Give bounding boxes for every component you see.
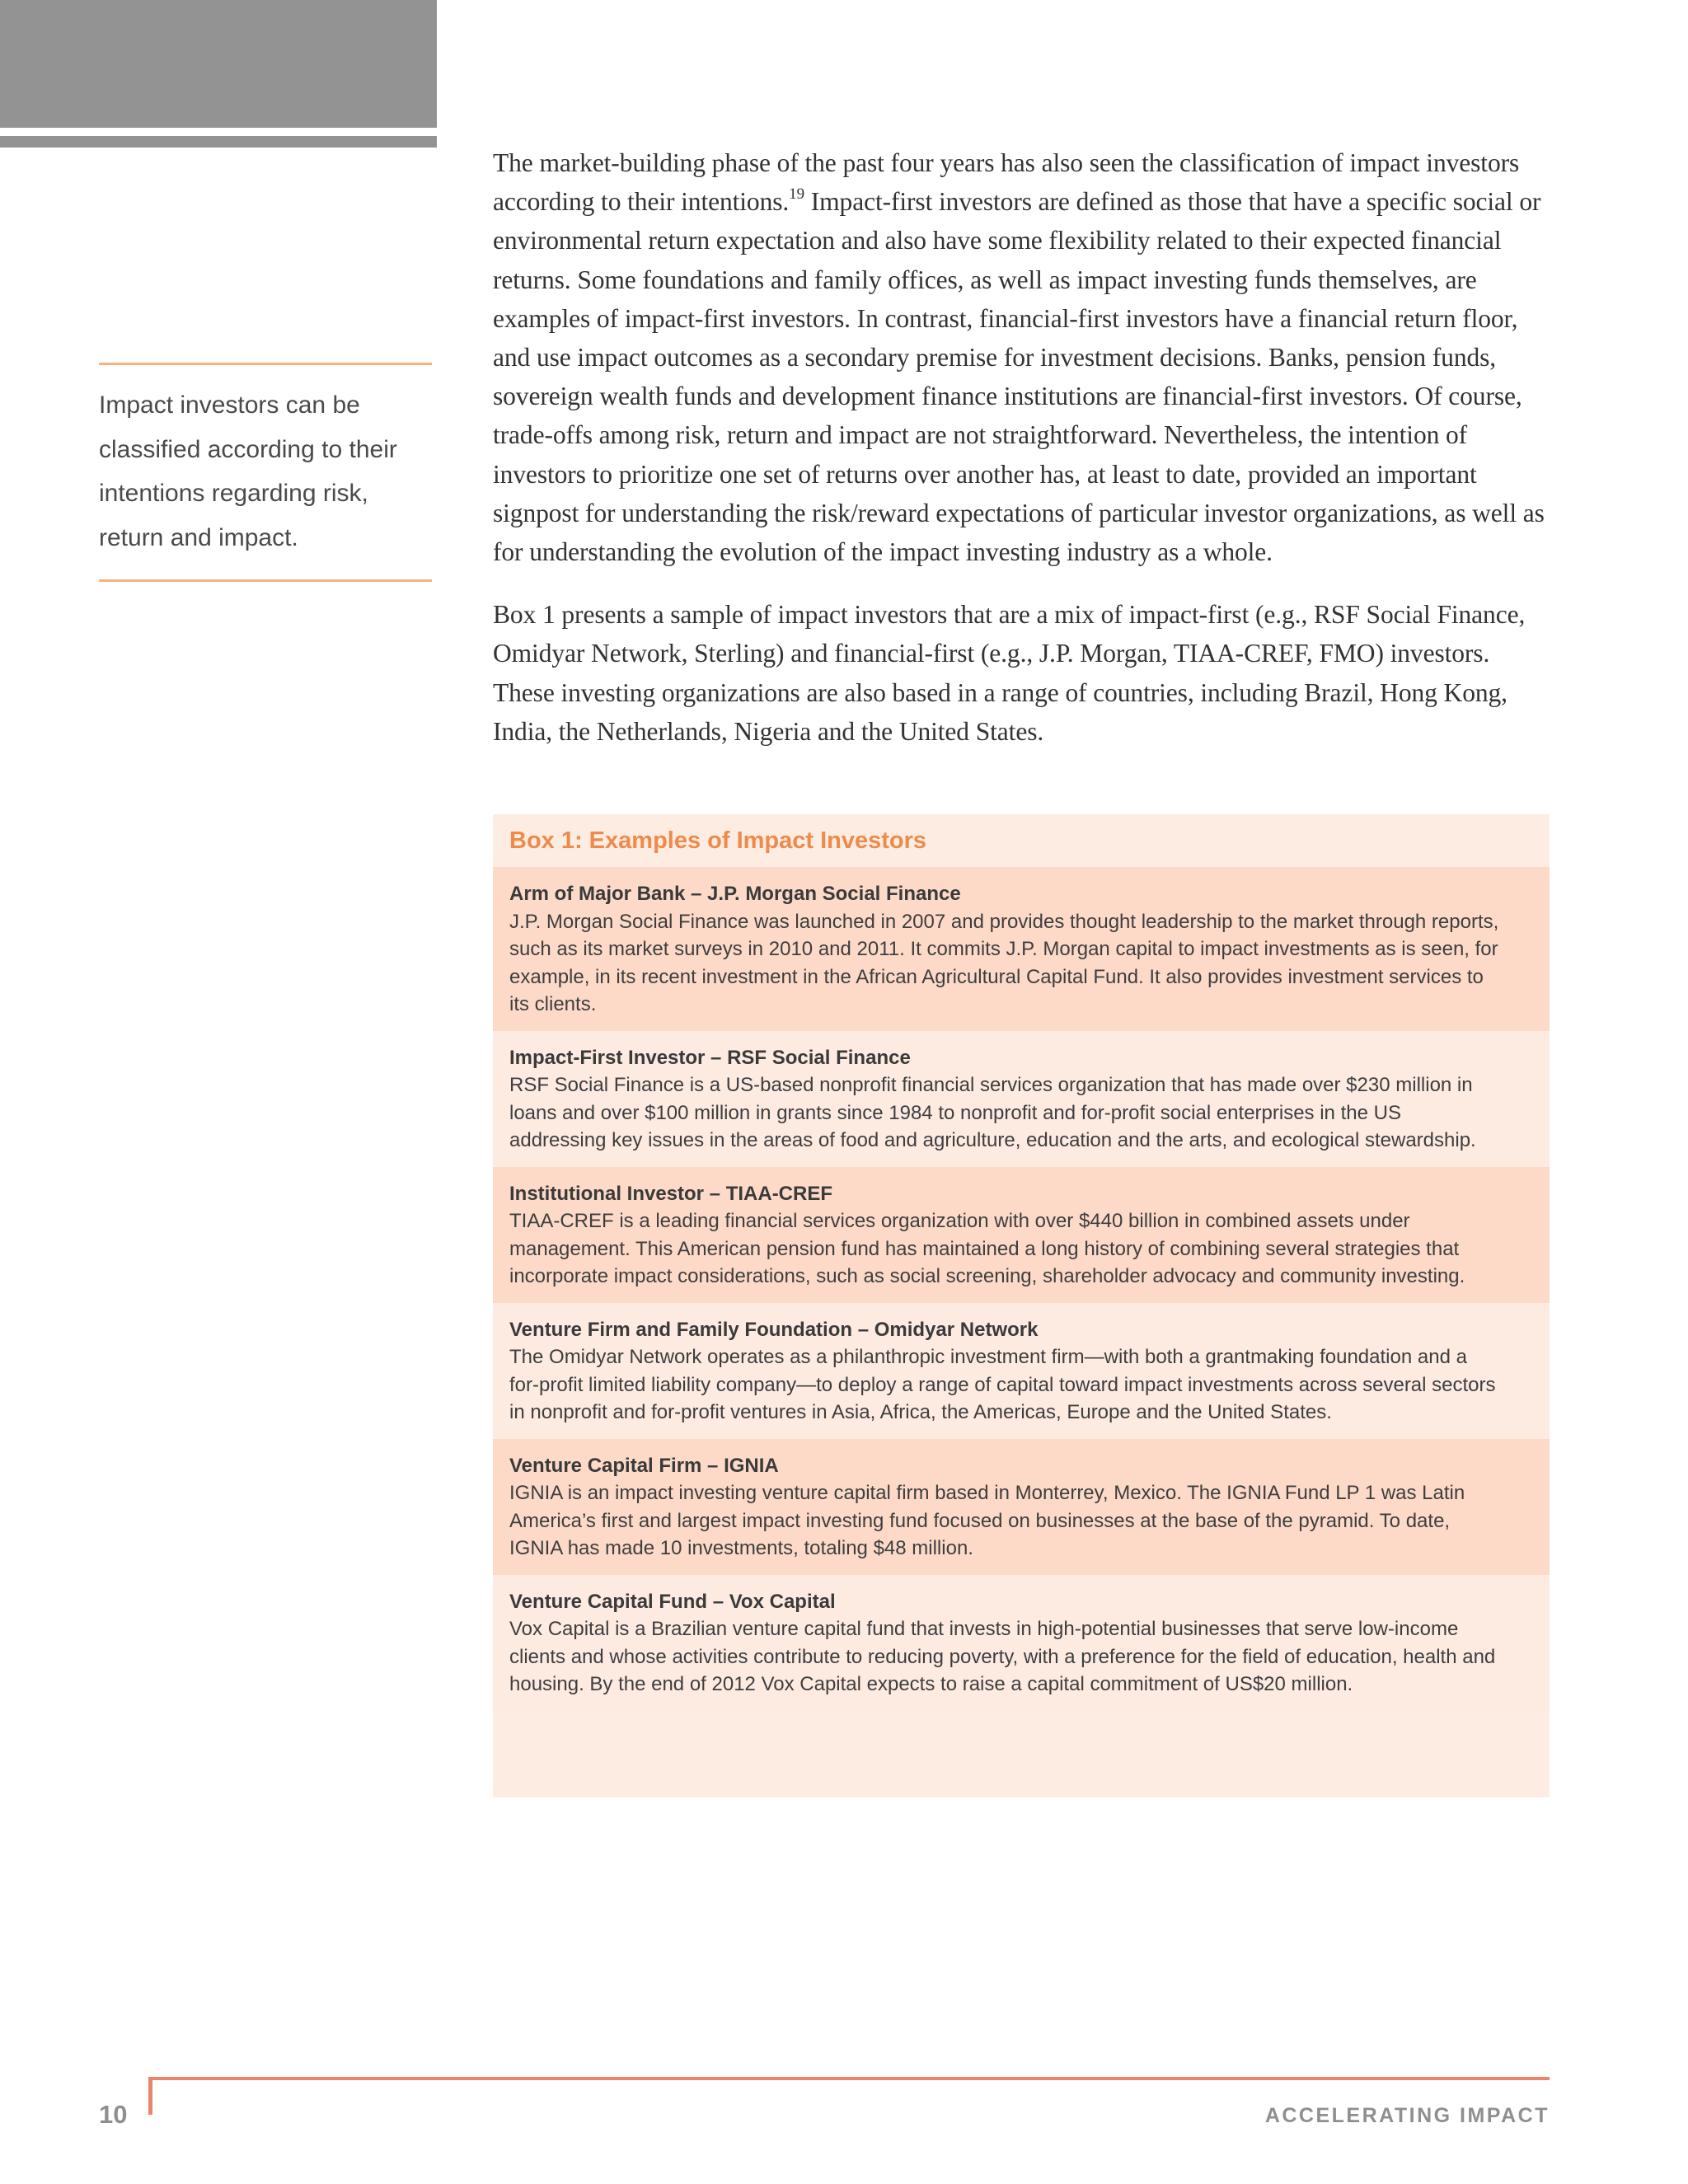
box-entry-title: Arm of Major Bank – J.P. Morgan Social Finance xyxy=(509,883,961,905)
box-entry-title: Institutional Investor – TIAA-CREF xyxy=(509,1182,833,1205)
footer-rule xyxy=(148,2077,1550,2080)
box-entry-title: Venture Capital Fund – Vox Capital xyxy=(509,1590,836,1613)
box-entry xyxy=(493,1575,1550,1711)
examples-box xyxy=(493,814,1550,1797)
running-title: ACCELERATING IMPACT xyxy=(1264,2104,1550,2127)
pullquote-text: Impact investors can be classified according to their intentions regarding risk, return and impact. xyxy=(99,391,397,551)
box-entry-text: IGNIA is an impact investing venture capital firm based in Monterrey, Mexico. The IGNIA Fund LP 1 was Latin America’s first and largest impact investing fund focused on businesses at the base of the pyramid. To date, IGNIA has made 10 investments, totaling $48 million. xyxy=(509,1482,1465,1559)
box-entry-text: RSF Social Finance is a US-based nonprofit financial services organization that has made over $230 million in loans and over $100 million in grants since 1984 to nonprofit and for-profit social enterprises in the US addressing key issues in the areas of food and agriculture, education and the arts, and ecological stewardship. xyxy=(509,1074,1476,1151)
box-entry-text: The Omidyar Network operates as a philanthropic investment firm—with both a grantmaking foundation and a for-profit limited liability company—to deploy a range of capital toward impact investments across several sectors in nonprofit and for-profit ventures in Asia, Africa, the Americas, Europe and the United States. xyxy=(509,1346,1496,1423)
main-text-column xyxy=(493,143,1550,775)
footnote-marker[interactable]: 19 xyxy=(789,185,804,204)
corner-decoration-rule xyxy=(0,136,437,148)
box-entry-title: Impact-First Investor – RSF Social Finance xyxy=(509,1046,911,1069)
body-paragraph-1 xyxy=(493,143,1550,571)
pullquote xyxy=(99,363,432,582)
page-number: 10 xyxy=(99,2100,128,2129)
box-entry-title: Venture Firm and Family Foundation – Omidyar Network xyxy=(509,1318,1039,1341)
box-entry xyxy=(493,1167,1550,1303)
box-entry xyxy=(493,1031,1550,1167)
box-entry-text: J.P. Morgan Social Finance was launched in 2007 and provides thought leadership to the market through reports, such as its market surveys in 2010 and 2011. It commits J.P. Morgan capital to impact investments as is seen, for example, in its recent investment in the African Agricultural Capital Fund. It also provides investment services to its clients. xyxy=(509,910,1499,1015)
box-title: Box 1: Examples of Impact Investors xyxy=(509,827,927,854)
box-entry xyxy=(493,867,1550,1031)
corner-decoration-block xyxy=(0,0,437,128)
body-paragraph-1-start: The market-building phase of the past four years has also seen the classification of impact investors according to their intentions. xyxy=(493,148,1520,217)
pullquote-bottom-rule xyxy=(99,579,432,582)
body-paragraph-2: Box 1 presents a sample of impact investors that are a mix of impact-first (e.g., RSF Social Finance, Omidyar Network, Sterling) and financial-first (e.g., J.P. Morgan, TIAA-CREF, FMO) investors. These investing organizations are also based in a range of countries, including Brazil, Hong Kong, India, the Netherlands, Nigeria and the United States. xyxy=(493,600,1526,746)
box-entry-text: Vox Capital is a Brazilian venture capital fund that invests in high-potential businesses that serve low-income clients and whose activities contribute to reducing poverty, with a preference for the field of education, health and housing. By the end of 2012 Vox Capital expects to raise a capital commitment of US$20 million. xyxy=(509,1618,1496,1695)
box-entry xyxy=(493,1303,1550,1439)
body-paragraph-1-rest: Impact-first investors are defined as those that have a specific social or environmental return expectation and also have some flexibility related to their expected financial returns. Some foundations and family offices, as well as impact investing funds themselves, are examples of impact-first investors. In contrast, financial-first investors have a financial return floor, and use impact outcomes as a secondary premise for investment decisions. Banks, pension funds, sovereign wealth funds and development finance institutions are financial-first investors. Of course, trade-offs among risk, return and impact are not straightforward. Nevertheless, the intention of investors to prioritize one set of returns over another has, at least to date, provided an important signpost for understanding the risk/reward expectations of particular investor organizations, as well as for understanding the evolution of the impact investing industry as a whole. xyxy=(493,187,1545,567)
box-entry xyxy=(493,1439,1550,1575)
footer-rule-tick xyxy=(148,2077,152,2115)
box-entry-text: TIAA-CREF is a leading financial services organization with over $440 billion in combined assets under management. This American pension fund has maintained a long history of combining several strategies that incorporate impact considerations, such as social screening, shareholder advocacy and community investing. xyxy=(509,1210,1465,1287)
box-entry-title: Venture Capital Firm – IGNIA xyxy=(509,1454,779,1477)
